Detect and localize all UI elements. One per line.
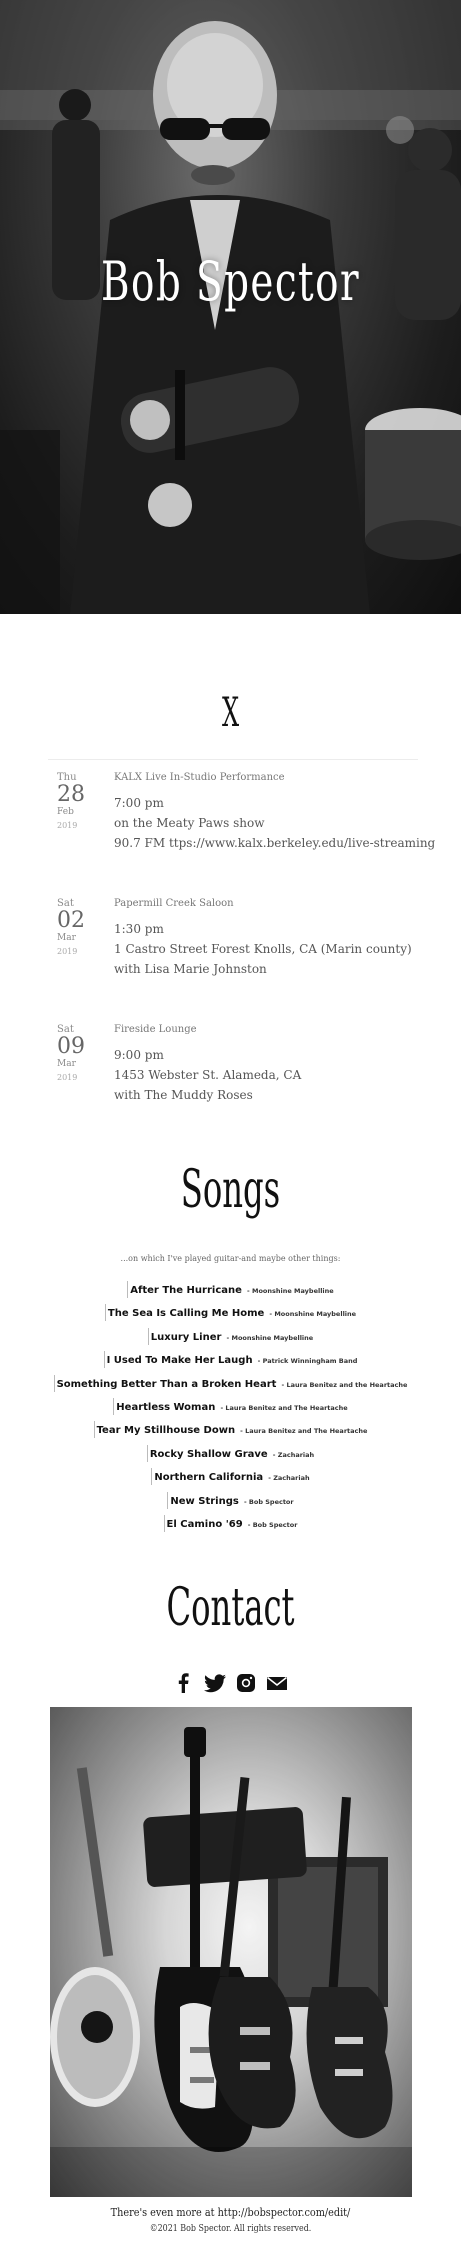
song-title[interactable]: Tear My Stillhouse Down	[96, 1425, 236, 1437]
song-artist: - Zachariah	[272, 1450, 315, 1459]
song-title[interactable]: Something Better Than a Broken Heart	[56, 1378, 277, 1390]
song-item[interactable]	[0, 1370, 461, 1393]
show-time: 9:00 pm	[114, 1048, 164, 1062]
show-time: 7:00 pm	[114, 796, 164, 810]
show-day: 09	[57, 1034, 85, 1059]
show-day: 02	[57, 908, 85, 933]
shows-header: X	[221, 690, 240, 736]
show-date	[57, 772, 93, 830]
song-artist: - Laura Benitez and The Heartache	[240, 1427, 368, 1436]
song-artist: - Moonshine Maybelline	[269, 1310, 357, 1319]
song-item[interactable]	[0, 1323, 461, 1346]
show-detail: on the Meaty Paws show	[114, 816, 265, 830]
divider	[48, 759, 418, 760]
show-detail: 90.7 FM ttps://www.kalx.berkeley.edu/live-streaming	[114, 836, 436, 850]
song-artist: - Zachariah	[268, 1474, 310, 1483]
song-item[interactable]	[0, 1276, 461, 1299]
show-dow: Thu	[57, 772, 77, 783]
show-detail: 1453 Webster St. Alameda, CA	[114, 1068, 302, 1082]
show-info	[114, 898, 454, 979]
show-month: Feb	[57, 807, 74, 817]
song-item[interactable]	[0, 1299, 461, 1322]
song-item[interactable]	[0, 1510, 461, 1533]
song-title[interactable]: Rocky Shallow Grave	[149, 1448, 268, 1460]
show-info	[114, 772, 454, 853]
song-title[interactable]: The Sea Is Calling Me Home	[107, 1308, 265, 1320]
email-icon[interactable]	[264, 1672, 290, 1694]
show-dow: Sat	[57, 898, 74, 909]
show-year: 2019	[57, 947, 78, 956]
show-month: Mar	[57, 1059, 76, 1069]
show-month: Mar	[57, 933, 76, 943]
song-artist: - Bob Spector	[247, 1520, 298, 1529]
songs-note: ...on which I've played guitar-and maybe other things:	[120, 1254, 341, 1263]
song-artist: - Moonshine Maybelline	[247, 1287, 334, 1295]
show-date	[57, 1024, 93, 1082]
contact-title: Contact	[166, 1578, 295, 1638]
guitars-photo-art	[50, 1707, 412, 2197]
song-item[interactable]	[0, 1487, 461, 1510]
footer-copyright: ©2021 Bob Spector. All rights reserved.	[149, 2224, 312, 2234]
site-title: Bob Spector	[101, 250, 360, 313]
song-title[interactable]: New Strings	[170, 1495, 239, 1507]
song-artist: - Laura Benitez and The Heartache	[220, 1403, 348, 1412]
song-title[interactable]: Luxury Liner	[150, 1331, 222, 1343]
show-year: 2019	[57, 821, 78, 830]
songs-title: Songs	[180, 1160, 281, 1220]
footer-more-link[interactable]: There's even more at http://bobspector.com/edit/	[110, 2206, 351, 2219]
song-artist: - Laura Benitez and the Heartache	[281, 1380, 408, 1389]
song-title[interactable]: I Used To Make Her Laugh	[106, 1355, 253, 1367]
show-dow: Sat	[57, 1024, 74, 1035]
show-venue: KALX Live In-Studio Performance	[114, 772, 285, 783]
song-item[interactable]	[0, 1346, 461, 1369]
song-item[interactable]	[0, 1416, 461, 1439]
song-item[interactable]	[0, 1440, 461, 1463]
show-detail: with The Muddy Roses	[114, 1088, 253, 1102]
song-item[interactable]	[0, 1463, 461, 1486]
facebook-icon[interactable]	[171, 1672, 197, 1694]
song-artist: - Patrick Winningham Band	[257, 1357, 358, 1366]
song-artist: - Moonshine Maybelline	[226, 1333, 314, 1342]
guitars-photo	[50, 1707, 412, 2197]
song-artist: - Bob Spector	[243, 1497, 294, 1506]
show-day: 28	[57, 782, 85, 807]
show-venue: Papermill Creek Saloon	[114, 898, 234, 909]
twitter-icon[interactable]	[202, 1672, 228, 1694]
song-title[interactable]: Heartless Woman	[116, 1401, 216, 1413]
song-title[interactable]: El Camino '69	[166, 1518, 243, 1530]
song-title[interactable]: After The Hurricane	[130, 1285, 242, 1296]
show-info	[114, 1024, 454, 1105]
song-title[interactable]: Northern California	[154, 1472, 264, 1484]
hero-photo	[0, 0, 461, 614]
show-venue: Fireside Lounge	[114, 1024, 197, 1035]
show-detail: with Lisa Marie Johnston	[114, 962, 267, 976]
song-item[interactable]	[0, 1393, 461, 1416]
show-date	[57, 898, 93, 956]
song-list	[0, 1276, 461, 1533]
show-year: 2019	[57, 1073, 78, 1082]
instagram-icon[interactable]	[233, 1672, 259, 1694]
show-detail: 1 Castro Street Forest Knolls, CA (Marin county)	[114, 942, 412, 956]
show-time: 1:30 pm	[114, 922, 164, 936]
social-links	[0, 1672, 461, 1694]
